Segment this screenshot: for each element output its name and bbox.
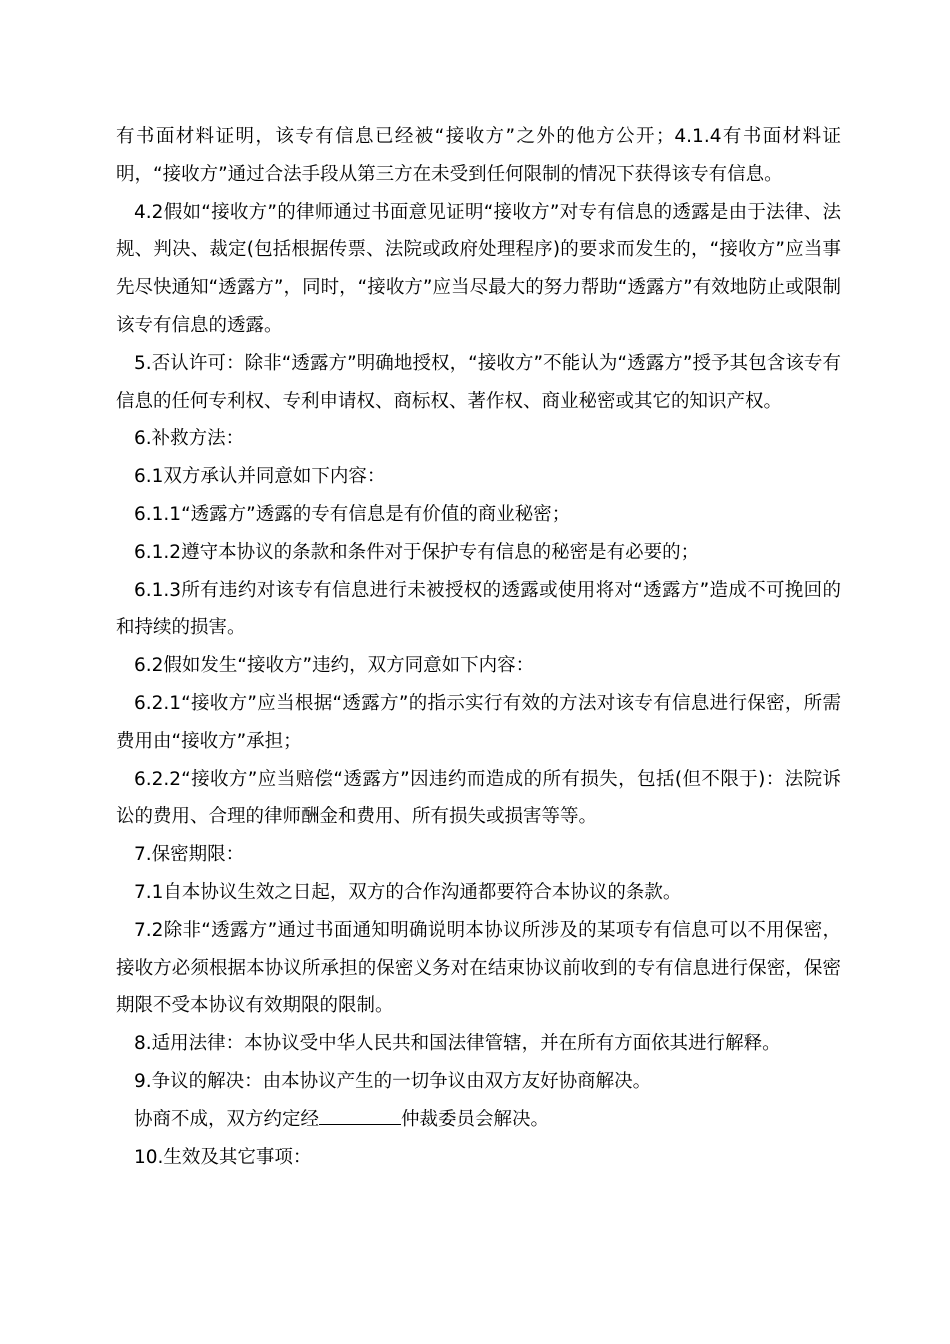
paragraph: 6.1双方承认并同意如下内容： [134,466,386,488]
paragraph: 6.2.1“接收方”应当根据“透露方”的指示实行有效的方法对该专有信息进行保密，所需费用由“接收方”承担； [116,692,841,752]
paragraph: 6.2.2“接收方”应当赔偿“透露方”因违约而造成的所有损失，包括(但不限于)：法院诉讼的费用、合理的律师酬金和费用、所有损失或损害等等。 [116,768,841,828]
paragraph: 6.1.2遵守本协议的条款和条件对于保护专有信息的秘密是有必要的； [134,541,700,563]
arbitration-text-after: 仲裁委员会解决。 [401,1108,550,1130]
paragraph: 7.2除非“透露方”通过书面通知明确说明本协议所涉及的某项专有信息可以不用保密，接收方必须根据本协议所承担的保密义务对在结束协议前收到的专有信息进行保密，保密期限不受本协议有效期限的限制。 [116,919,841,1017]
arbitration-clause [116,1101,841,1139]
paragraph: 7.1自本协议生效之日起，双方的合作沟通都要符合本协议的条款。 [134,881,682,903]
arbitration-blank-field[interactable] [319,1123,401,1125]
paragraph: 6.2假如发生“接收方”违约，双方同意如下内容： [134,655,535,677]
paragraph: 8.适用法律：本协议受中华人民共和国法律管辖，并在所有方面依其进行解释。 [134,1033,781,1055]
paragraph: 5.否认许可：除非“透露方”明确地授权，“接收方”不能认为“透露方”授予其包含该专有信息的任何专利权、专利申请权、商标权、著作权、商业秘密或其它的知识产权。 [116,352,841,412]
section-heading: 6.补救方法： [134,428,245,450]
document-body [116,118,841,1176]
arbitration-text-before: 协商不成，双方约定经 [134,1108,320,1130]
paragraph: 4.2假如“接收方”的律师通过书面意见证明“接收方”对专有信息的透露是由于法律、法规、判决、裁定(包括根据传票、法院或政府处理程序)的要求而发生的，“接收方”应当事先尽快通知“透露方”，同时，“接收方”应当尽最大的努力帮助“透露方”有效地防止或限制该专有信息的透露。 [116,201,841,336]
paragraph: 有书面材料证明，该专有信息已经被“接收方”之外的他方公开；4.1.4有书面材料证明，“接收方”通过合法手段从第三方在未受到任何限制的情况下获得该专有信息。 [116,126,841,185]
paragraph: 9.争议的解决：由本协议产生的一切争议由双方友好协商解决。 [134,1070,652,1092]
section-heading: 7.保密期限： [134,844,245,866]
paragraph: 6.1.1“透露方”透露的专有信息是有价值的商业秘密； [134,503,571,525]
section-heading: 10.生效及其它事项： [134,1146,312,1168]
paragraph: 6.1.3所有违约对该专有信息进行未被授权的透露或使用将对“透露方”造成不可挽回的和持续的损害。 [116,579,841,639]
